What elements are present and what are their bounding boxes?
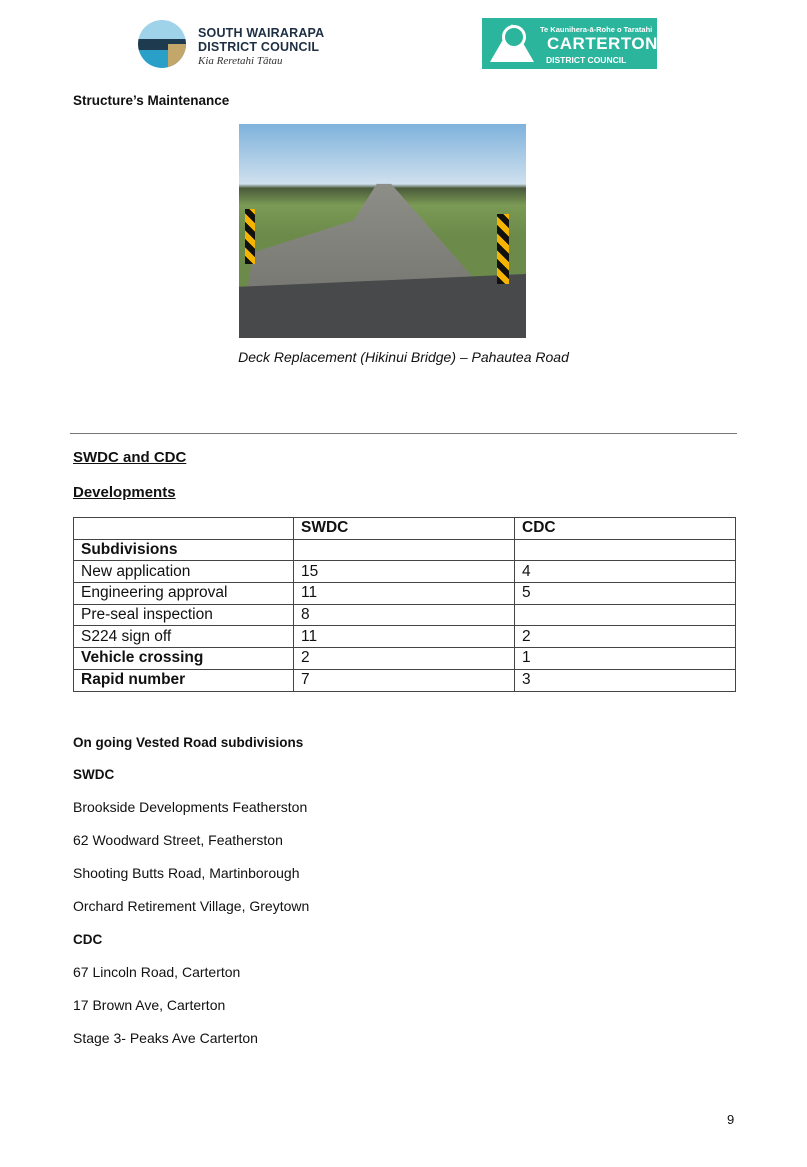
swdc-logo-line1: SOUTH WAIRARAPA: [198, 26, 325, 40]
swdc-value: 15: [294, 561, 515, 583]
bridge-photo: [239, 124, 526, 338]
divider: [70, 433, 737, 434]
swdc-label: SWDC: [73, 767, 115, 782]
swdc-value: 7: [294, 669, 515, 691]
list-item: Orchard Retirement Village, Greytown: [73, 898, 310, 914]
cdc-logo-line1: Te Kaunihera-ā-Rohe o Taratahi: [540, 25, 653, 34]
row-label: S224 sign off: [74, 626, 294, 648]
table-row: [74, 669, 736, 691]
cdc-logo-line3: DISTRICT COUNCIL: [546, 55, 627, 65]
flower-icon: [502, 25, 526, 49]
swdc-value: 2: [294, 648, 515, 670]
cdc-label: CDC: [73, 932, 103, 947]
row-label: Rapid number: [74, 669, 294, 691]
section-title: Structure’s Maintenance: [73, 93, 230, 108]
cdc-logo-line2: CARTERTON: [547, 34, 658, 53]
ongoing-title: On going Vested Road subdivisions: [73, 735, 304, 750]
cdc-value: 5: [515, 583, 736, 605]
table-row: [74, 626, 736, 648]
heading-developments: Developments: [73, 484, 176, 501]
heading-swdc-cdc: SWDC and CDC: [73, 449, 187, 466]
photo-caption: Deck Replacement (Hikinui Bridge) – Pahautea Road: [238, 349, 569, 365]
list-item: 17 Brown Ave, Carterton: [73, 997, 226, 1013]
marker-post-right: [497, 214, 509, 284]
swdc-logo-line2: DISTRICT COUNCIL: [198, 40, 320, 54]
swdc-value: 8: [294, 604, 515, 626]
swdc-logo: [138, 18, 363, 70]
list-item: 67 Lincoln Road, Carterton: [73, 964, 241, 980]
cdc-value: 3: [515, 669, 736, 691]
row-label: New application: [74, 561, 294, 583]
cdc-value: 2: [515, 626, 736, 648]
table-header-row: [74, 518, 736, 540]
row-label: Engineering approval: [74, 583, 294, 605]
table-row: [74, 539, 736, 561]
list-item: Stage 3- Peaks Ave Carterton: [73, 1030, 258, 1046]
row-label: Subdivisions: [74, 539, 294, 561]
header-cell-cdc: CDC: [515, 518, 736, 540]
cdc-value: [515, 539, 736, 561]
list-item: 62 Woodward Street, Featherston: [73, 832, 283, 848]
table-row: [74, 583, 736, 605]
header-cell: [74, 518, 294, 540]
swdc-emblem-icon: [138, 20, 186, 68]
cdc-value: 4: [515, 561, 736, 583]
swdc-value: 11: [294, 583, 515, 605]
page-number: 9: [727, 1112, 735, 1127]
header-cell-swdc: SWDC: [294, 518, 515, 540]
developments-table: [73, 517, 736, 692]
table-row: [74, 648, 736, 670]
list-item: Brookside Developments Featherston: [73, 799, 308, 815]
swdc-value: [294, 539, 515, 561]
cdc-value: 1: [515, 648, 736, 670]
table-row: [74, 604, 736, 626]
marker-post-left: [245, 209, 255, 264]
row-label: Vehicle crossing: [74, 648, 294, 670]
cdc-logo: [482, 18, 657, 69]
table-row: [74, 561, 736, 583]
row-label: Pre-seal inspection: [74, 604, 294, 626]
cdc-value: [515, 604, 736, 626]
swdc-value: 11: [294, 626, 515, 648]
list-item: Shooting Butts Road, Martinborough: [73, 865, 300, 881]
swdc-logo-tagline: Kia Reretahi Tātau: [198, 55, 283, 67]
